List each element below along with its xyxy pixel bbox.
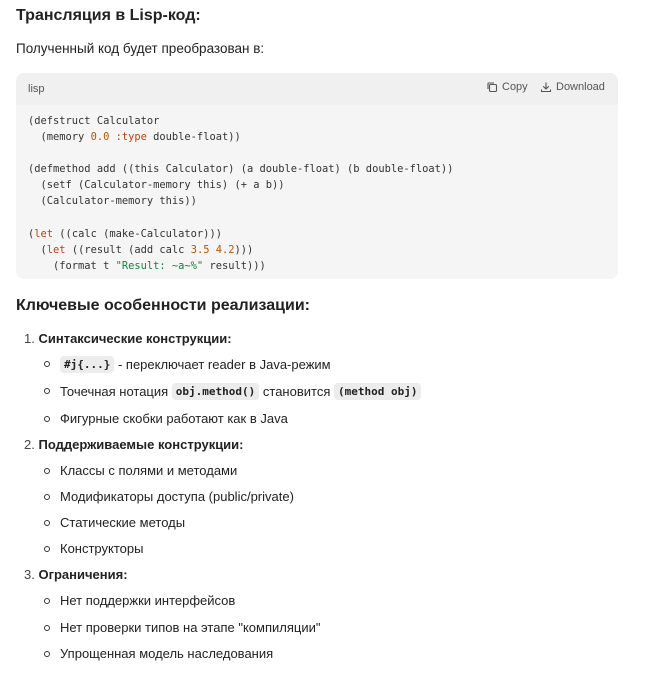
bullet-text: Модификаторы доступа (public/private) [60, 489, 294, 504]
inline-code: obj.method() [172, 383, 259, 400]
download-label: Download [556, 81, 605, 93]
list-item-limitations [24, 567, 128, 582]
list-number: 2. [24, 437, 35, 452]
features-heading: Ключевые особенности реализации: [16, 297, 310, 314]
bullet-icon [44, 546, 50, 552]
bullet-text: Фигурные скобки работают как в Java [60, 411, 288, 426]
bullet-item [60, 620, 320, 635]
bullet-text: Нет проверки типов на этапе "компиляции" [60, 620, 321, 635]
bullet-item [60, 356, 331, 373]
bullet-item [60, 515, 185, 530]
copy-label: Copy [502, 81, 528, 93]
bullet-icon [44, 361, 50, 367]
section-heading: Трансляция в Lisp-код: [16, 7, 201, 24]
bullet-item [60, 541, 143, 556]
bullet-icon [44, 494, 50, 500]
bullet-icon [44, 416, 50, 422]
bullet-text: Нет поддержки интерфейсов [60, 593, 236, 608]
bullet-icon [44, 598, 50, 604]
inline-code: #j{...} [60, 356, 114, 373]
bullet-icon [44, 651, 50, 657]
code-block-header [16, 73, 618, 105]
bullet-text: Классы с полями и методами [60, 463, 238, 478]
bullet-item [60, 646, 273, 661]
code-language-label: lisp [28, 83, 45, 95]
list-number: 1. [24, 331, 35, 346]
list-number: 3. [24, 567, 35, 582]
bullet-item [60, 489, 294, 504]
intro-text: Полученный код будет преобразован в: [16, 41, 265, 56]
code-content: (defstruct Calculator (memory 0.0 :type double-float)) (defmethod add ((this Calculator) (a double-float) (b double-float)) (setf (Calculator-memory this) (+ a b)) (Calculator-memory this)) (let ((calc (make-Calculator))) (let ((result (add calc 3.5 4.2))) (format t "Result: ~a~%" result))) [28, 115, 454, 272]
bullet-item [60, 593, 235, 608]
list-item-title: Синтаксические конструкции: [38, 331, 232, 346]
code-block [16, 73, 618, 279]
list-item-title: Ограничения: [38, 567, 128, 582]
bullet-item [60, 463, 237, 478]
list-item-title: Поддерживаемые конструкции: [38, 437, 244, 452]
bullet-text: становится [259, 384, 334, 399]
download-icon [540, 81, 552, 93]
bullet-icon [44, 520, 50, 526]
copy-icon [486, 81, 498, 93]
bullet-icon [44, 388, 50, 394]
bullet-text: Упрощенная модель наследования [60, 646, 274, 661]
bullet-icon [44, 468, 50, 474]
list-item-supported [24, 437, 244, 452]
copy-button[interactable] [486, 81, 528, 93]
bullet-item [60, 383, 421, 400]
bullet-text: Конструкторы [60, 541, 144, 556]
bullet-text: Точечная нотация [60, 384, 172, 399]
download-button[interactable] [540, 81, 605, 93]
inline-code: (method obj) [334, 383, 421, 400]
list-item-syntax [24, 331, 232, 346]
bullet-icon [44, 625, 50, 631]
bullet-text: - переключает reader в Java-режим [114, 357, 331, 372]
bullet-text: Статические методы [60, 515, 186, 530]
bullet-item [60, 411, 288, 426]
